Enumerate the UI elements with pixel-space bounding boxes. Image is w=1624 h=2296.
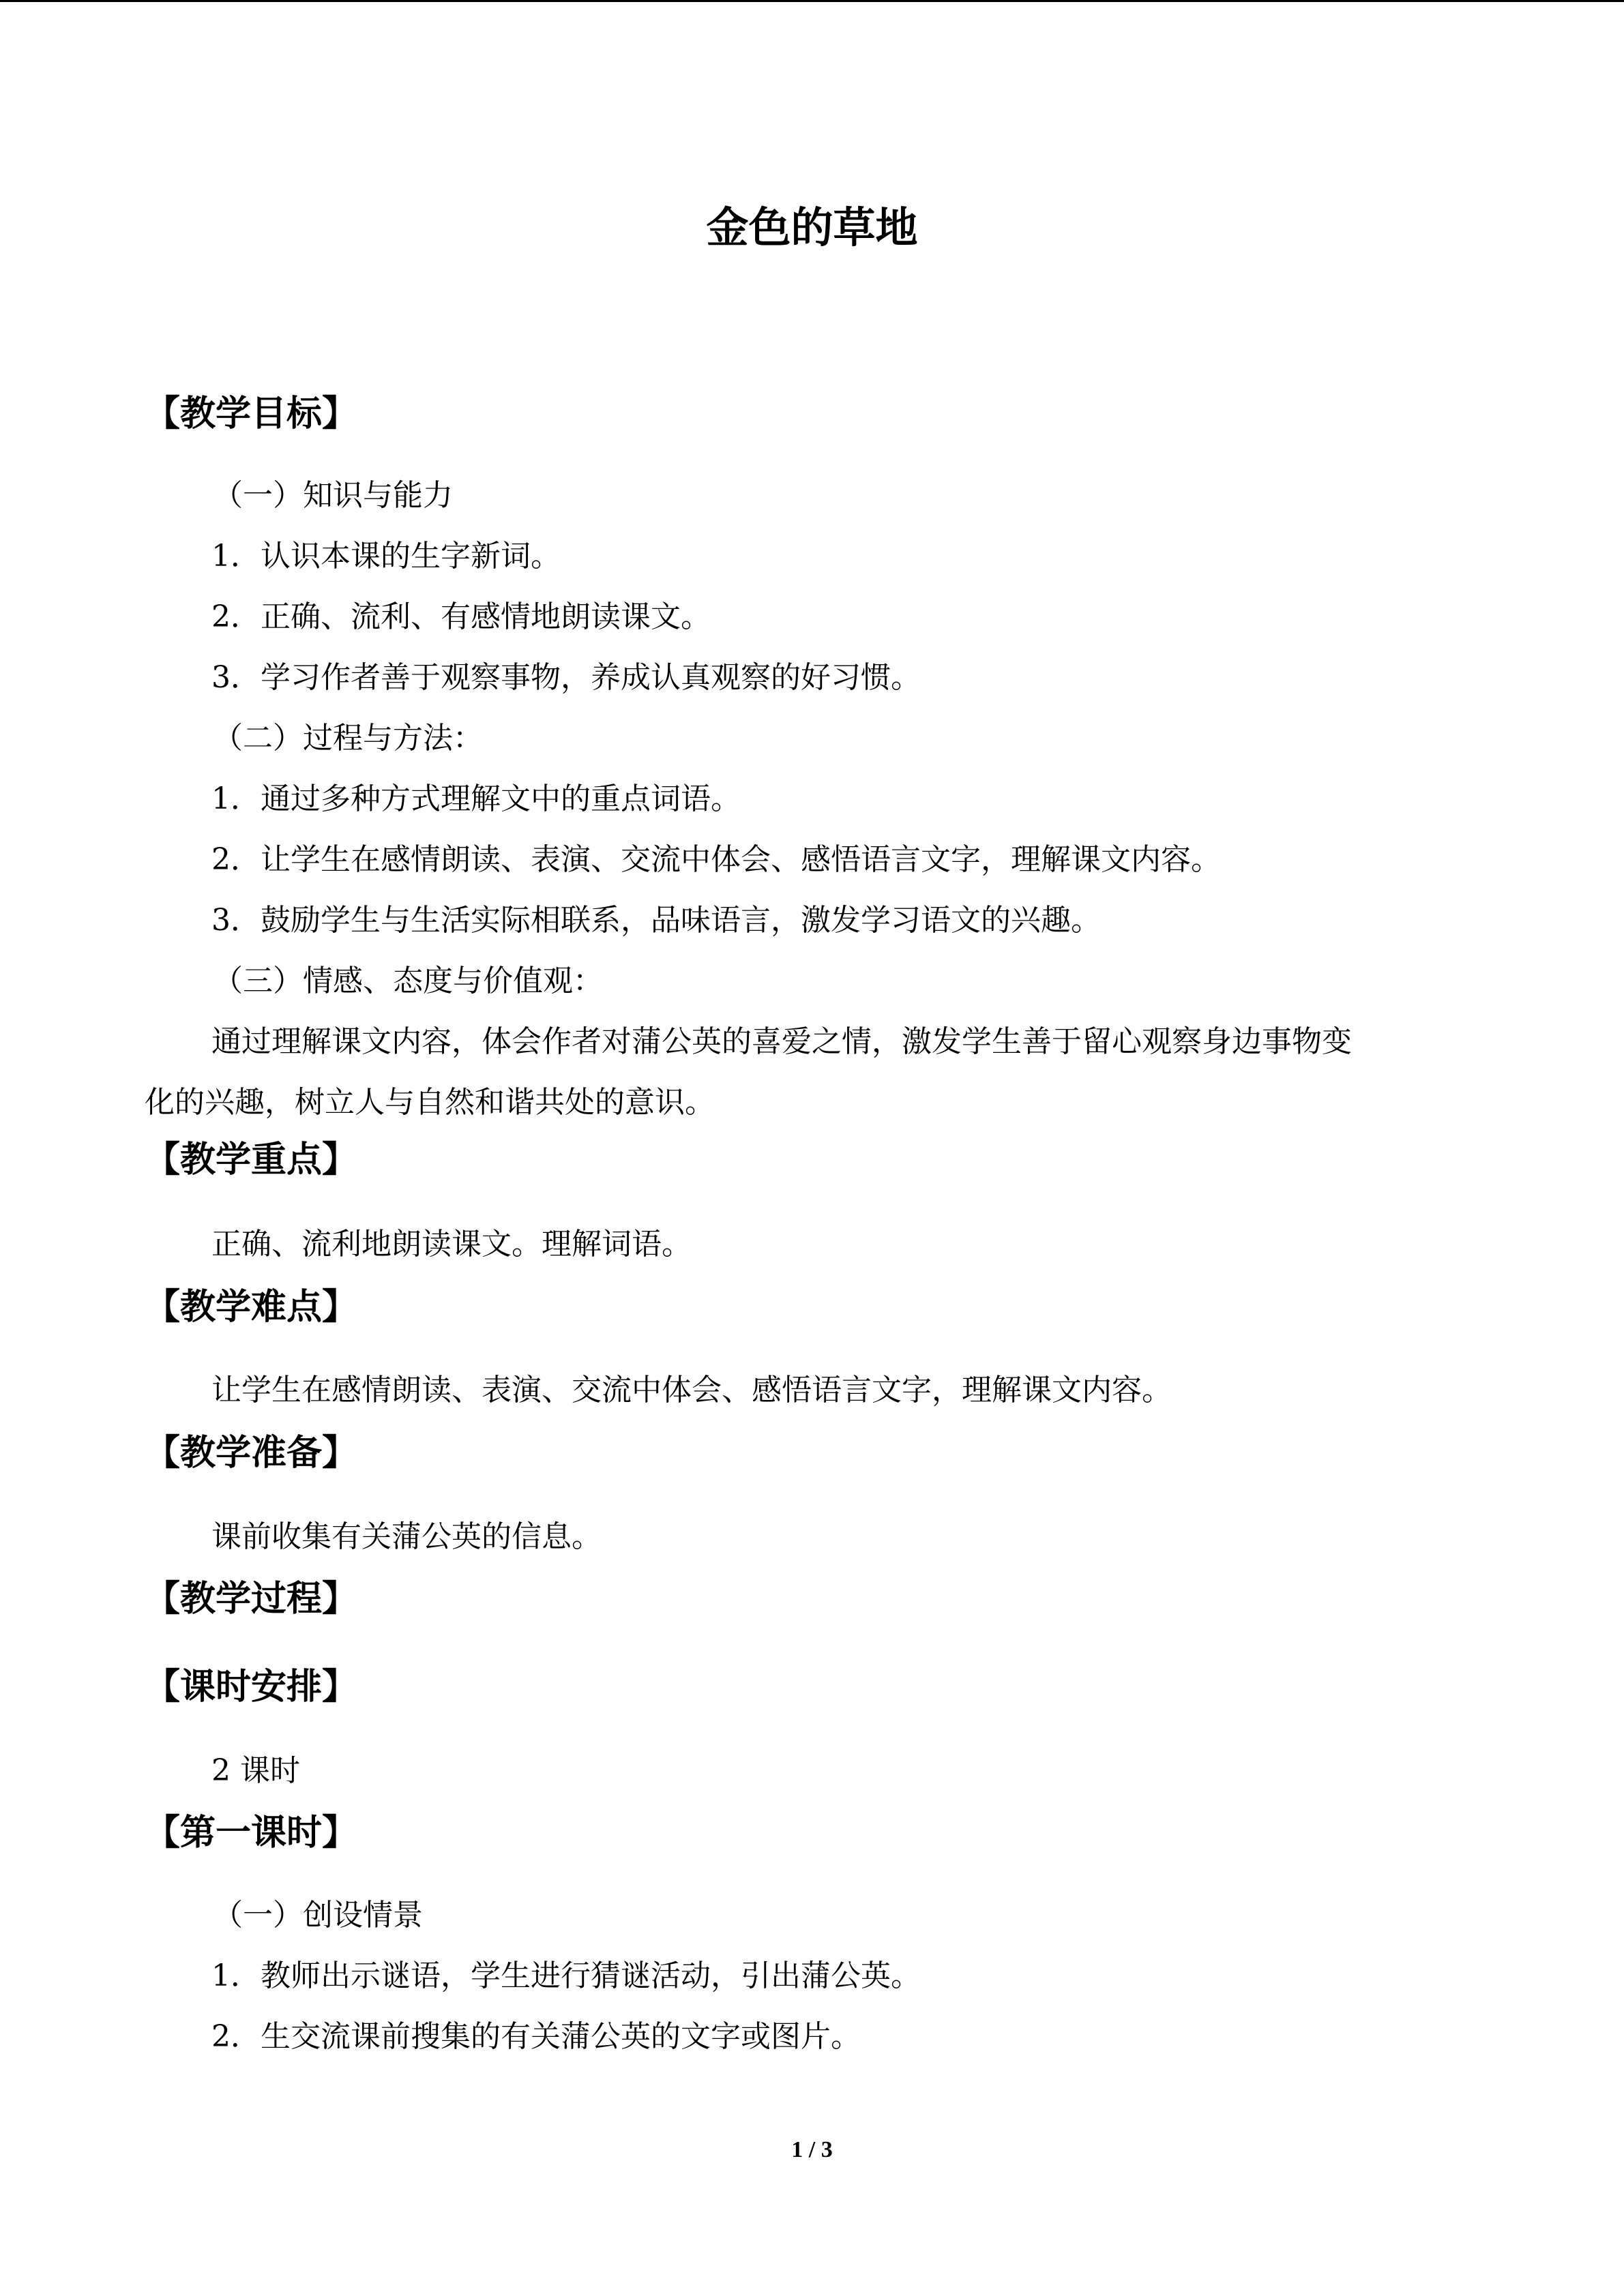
goals-item: 1．通过多种方式理解文中的重点词语。 (211, 781, 741, 816)
goals-subheading-1: （一）知识与能力 (213, 478, 453, 513)
section-heading-first-lesson: 【第一课时】 (145, 1813, 358, 1853)
goals-item: 2．正确、流利、有感情地朗读课文。 (211, 599, 711, 634)
goals-item: 3．学习作者善于观察事物，养成认真观察的好习惯。 (211, 660, 921, 695)
goals-paragraph-line: 化的兴趣，树立人与自然和谐共处的意识。 (145, 1085, 715, 1120)
first-lesson-subheading: （一）创设情景 (213, 1898, 423, 1933)
goals-subheading-3: （三）情感、态度与价值观： (213, 964, 603, 998)
section-heading-key: 【教学重点】 (145, 1139, 358, 1180)
section-heading-schedule: 【课时安排】 (145, 1667, 358, 1708)
first-lesson-item: 1．教师出示谜语，学生进行猜谜活动，引出蒲公英。 (211, 1958, 921, 1993)
section-heading-difficulty: 【教学难点】 (145, 1287, 358, 1328)
section-heading-goals: 【教学目标】 (145, 393, 358, 434)
goals-subheading-2: （二）过程与方法： (213, 721, 483, 756)
key-text: 正确、流利地朗读课文。理解词语。 (211, 1227, 692, 1262)
preparation-text: 课前收集有关蒲公英的信息。 (211, 1519, 602, 1554)
difficulty-text: 让学生在感情朗读、表演、交流中体会、感悟语言文字，理解课文内容。 (211, 1373, 1172, 1407)
goals-paragraph-line: 通过理解课文内容，体会作者对蒲公英的喜爱之情，激发学生善于留心观察身边事物变 (211, 1024, 1352, 1059)
goals-item: 3．鼓励学生与生活实际相联系，品味语言，激发学习语文的兴趣。 (211, 903, 1101, 938)
section-heading-process: 【教学过程】 (145, 1579, 358, 1620)
goals-item: 2．让学生在感情朗读、表演、交流中体会、感悟语言文字，理解课文内容。 (211, 842, 1221, 877)
goals-item: 1．认识本课的生字新词。 (211, 539, 561, 573)
first-lesson-item: 2．生交流课前搜集的有关蒲公英的文字或图片。 (211, 2019, 861, 2054)
page-number: 1 / 3 (791, 2137, 833, 2162)
schedule-text: 2 课时 (211, 1753, 300, 1788)
section-heading-preparation: 【教学准备】 (145, 1433, 358, 1474)
document-title: 金色的草地 (706, 203, 918, 252)
